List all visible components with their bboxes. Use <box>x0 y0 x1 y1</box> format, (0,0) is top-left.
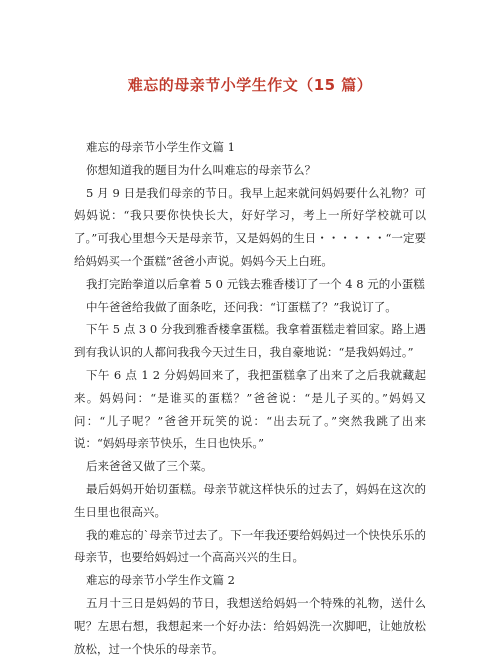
paragraph: 5 月 9 日是我们母亲的节日。我早上起来就问妈妈要什么礼物？可妈妈说：“我只要你快快长大，好好学习，考上一所好学校就可以了。”可我心里想今天是母亲节，又是妈妈的生日・・・・・・“一定要给妈妈买一个蛋糕”爸爸小声说。妈妈今天上白班。 <box>74 185 426 268</box>
paragraph: 下午 6 点 1 2 分妈妈回来了，我把蛋糕拿了出来了之后我就藏起来。妈妈问：“是谁买的蛋糕？”爸爸说：“是儿子买的。”妈妈又问：“儿子呢？”爸爸开玩笑的说：“出去玩了。”突然我跳了出来说：“妈妈母亲节快乐，生日也快乐。” <box>74 367 426 451</box>
paragraph: 你想知道我的题目为什么叫难忘的母亲节么？ <box>86 162 316 177</box>
paragraph: 我打完跆拳道以后拿着 5 0 元钱去雅香楼订了一个 4 8 元的小蛋糕 <box>86 276 425 291</box>
paragraph: 五月十三日是妈妈的节日，我想送给妈妈一个特殊的礼物，送什么呢？左思右想，我想起来一个好办法：给妈妈洗一次脚吧，让她放松放松，过一个快乐的母亲节。 <box>74 595 426 656</box>
paragraph: 最后妈妈开始切蛋糕。母亲节就这样快乐的过去了，妈妈在这次的生日里也很高兴。 <box>74 481 426 519</box>
paragraph: 下午 5 点 3 0 分我到雅香楼拿蛋糕。我拿着蛋糕走着回家。路上遇到有我认识的人都问我我今天过生日，我自豪地说：“是我妈妈过。” <box>74 322 426 360</box>
paragraph: 后来爸爸又做了三个菜。 <box>86 459 213 474</box>
section-heading: 难忘的母亲节小学生作文篇 1 <box>86 140 235 154</box>
paragraph: 我的难忘的`母亲节过去了。下一年我还要给妈妈过一个快快乐乐的母亲节，也要给妈妈过一个高高兴兴的生日。 <box>74 527 426 565</box>
paragraph: 中午爸爸给我做了面条吃，还问我：“订蛋糕了？”我说订了。 <box>86 299 397 314</box>
document-body <box>74 136 426 660</box>
document-title: 难忘的母亲节小学生作文（15 篇） <box>127 76 373 94</box>
section-heading: 难忘的母亲节小学生作文篇 2 <box>86 573 235 588</box>
